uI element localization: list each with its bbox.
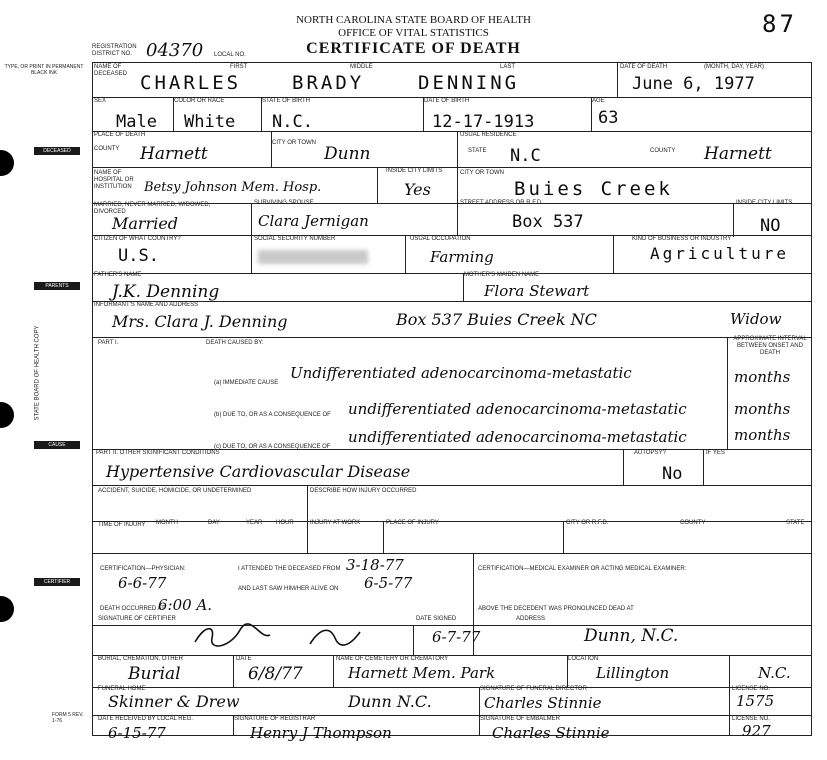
value-date-of-death: June 6, 1977	[632, 74, 755, 94]
label-sex: SEX	[94, 98, 107, 104]
value-interval-c: months	[734, 426, 791, 444]
label-state-birth: STATE OF BIRTH	[262, 98, 311, 104]
label-pronounced: ABOVE THE DECEDENT WAS PRONOUNCED DEAD AT	[478, 606, 634, 612]
label-date-birth: DATE OF BIRTH	[424, 98, 470, 104]
ssn-redacted	[258, 250, 368, 264]
value-occurred-at: 6:00 A.	[158, 596, 213, 614]
label-injury-work: INJURY AT WORK	[310, 520, 361, 526]
certificate-title: CERTIFICATE OF DEATH	[306, 40, 521, 57]
margin-tab-parents: PARENTS	[34, 282, 80, 290]
label-county: COUNTY	[94, 146, 120, 152]
label-state: STATE	[468, 148, 487, 154]
label-ssn: SOCIAL SECURITY NUMBER	[254, 236, 336, 242]
value-attended-from: 3-18-77	[346, 556, 404, 574]
label-street: STREET ADDRESS OR R.F.D.	[460, 200, 543, 206]
value-res-city: Buies Creek	[514, 178, 673, 200]
label-deceased-name: NAME OF DECEASED	[94, 64, 128, 77]
value-date-signed: 6-7-77	[432, 628, 481, 646]
label-due-b: (b) DUE TO, OR AS A CONSEQUENCE OF	[214, 412, 331, 418]
local-no-label: LOCAL NO.	[214, 52, 246, 58]
value-father: J.K. Denning	[112, 282, 220, 302]
value-middle-name: BRADY	[292, 72, 365, 94]
value-informant-rel: Widow	[730, 310, 782, 328]
value-attended-to: 6-6-77	[118, 574, 167, 592]
label-father: FATHER'S NAME	[94, 272, 142, 278]
value-license1: 1575	[736, 692, 775, 710]
value-occupation: Farming	[430, 248, 494, 266]
label-cert-me: CERTIFICATION—MEDICAL EXAMINER OR ACTING MEDICAL EXAMINER:	[478, 566, 687, 572]
label-res-county: COUNTY	[650, 148, 676, 154]
value-director-sig: Charles Stinnie	[484, 694, 602, 712]
value-state-birth: N.C.	[272, 112, 313, 132]
header-line1: NORTH CAROLINA STATE BOARD OF HEALTH	[296, 14, 531, 26]
value-funeral-home: Skinner & Drew	[108, 692, 240, 711]
value-county-death: Harnett	[140, 144, 208, 164]
label-address: ADDRESS	[516, 616, 546, 622]
page-number: 87	[762, 10, 797, 38]
label-city-town: CITY OR TOWN	[272, 140, 317, 146]
label-place-injury: PLACE OF INJURY	[386, 520, 439, 526]
label-res-city: CITY OR TOWN	[460, 170, 505, 176]
value-disposition-date: 6/8/77	[248, 664, 303, 684]
punch-hole	[0, 150, 14, 176]
label-cert-physician: CERTIFICATION—PHYSICIAN:	[100, 566, 186, 572]
label-day: DAY	[208, 520, 220, 526]
value-spouse: Clara Jernigan	[258, 212, 369, 230]
label-interval: APPROXIMATE INTERVAL BETWEEN ONSET AND DEATH	[733, 336, 807, 356]
value-mother: Flora Stewart	[484, 282, 590, 300]
value-inside-city: Yes	[404, 180, 431, 199]
value-location: Lillington	[596, 664, 670, 682]
label-inside-city: INSIDE CITY LIMITS	[386, 168, 443, 174]
ink-note: TYPE, OR PRINT IN PERMANENT BLACK INK	[4, 64, 84, 76]
punch-hole	[0, 402, 14, 428]
label-color-race: COLOR OR RACE	[174, 98, 225, 104]
header-line2: OFFICE OF VITAL STATISTICS	[338, 27, 489, 39]
label-cemetery: NAME OF CEMETERY OR CREMATORY	[336, 656, 449, 662]
label-year: YEAR	[246, 520, 263, 526]
value-autopsy: No	[662, 464, 683, 484]
label-last-saw: AND LAST SAW HIM/HER ALIVE ON	[238, 586, 339, 592]
value-first-name: CHARLES	[140, 72, 242, 94]
label-sig-certifier: SIGNATURE OF CERTIFIER	[98, 616, 176, 622]
margin-tab-certifier: CERTIFIER	[34, 578, 80, 586]
label-occurred-at: DEATH OCCURRED AT	[100, 606, 165, 612]
label-occupation: USUAL OCCUPATION	[410, 236, 471, 242]
label-license2: LICENSE NO.	[732, 716, 771, 722]
value-cause-b: undifferentiated adenocarcinoma-metastatic	[348, 400, 687, 418]
label-mother: MOTHER'S MAIDEN NAME	[464, 272, 540, 278]
value-other-conditions: Hypertensive Cardiovascular Disease	[106, 462, 411, 481]
label-spouse: SURVIVING SPOUSE	[254, 200, 314, 206]
value-marital: Married	[112, 214, 179, 233]
punch-hole	[0, 596, 14, 622]
value-hospital: Betsy Johnson Mem. Hosp.	[144, 180, 322, 195]
label-date-burial: DATE	[236, 656, 252, 662]
value-informant-addr: Box 537 Buies Creek NC	[396, 310, 597, 329]
label-if-yes: IF YES	[706, 450, 725, 456]
label-hour: HOUR	[276, 520, 294, 526]
certifier-signature	[190, 620, 370, 650]
label-business: KIND OF BUSINESS OR INDUSTRY	[632, 236, 732, 242]
margin-tab-cause: CAUSE	[34, 441, 80, 449]
value-date-received: 6-15-77	[108, 724, 166, 742]
label-accident: ACCIDENT, SUICIDE, HOMICIDE, OR UNDETERMINED	[98, 488, 252, 494]
label-last: LAST	[500, 64, 516, 70]
label-state2: STATE	[786, 520, 805, 526]
value-res-state: N.C	[510, 146, 541, 166]
label-death-caused: DEATH CAUSED BY:	[206, 340, 264, 346]
label-month: MONTH	[156, 520, 178, 526]
value-embalmer-sig: Charles Stinnie	[492, 724, 610, 742]
label-informant: INFORMANT'S NAME AND ADDRESS	[94, 302, 199, 308]
value-disposition: Burial	[128, 664, 181, 684]
value-res-county: Harnett	[704, 144, 772, 164]
value-date-birth: 12-17-1913	[432, 112, 535, 132]
value-registrar-sig: Henry J Thompson	[250, 724, 392, 742]
value-interval-a: months	[734, 368, 791, 386]
label-date-signed: DATE SIGNED	[416, 616, 457, 622]
label-first: FIRST	[230, 64, 248, 70]
label-sig-embalmer: SIGNATURE OF EMBALMER	[480, 716, 560, 722]
label-date-received: DATE RECEIVED BY LOCAL REG.	[98, 716, 193, 722]
label-usual-residence: USUAL RESIDENCE	[460, 132, 517, 138]
label-city-rfd: CITY OR R.F.D.	[566, 520, 609, 526]
value-cause-c: undifferentiated adenocarcinoma-metastatic	[348, 428, 687, 446]
value-street: Box 537	[512, 212, 584, 232]
registration-label: REGISTRATION DISTRICT NO.	[92, 44, 137, 57]
label-middle: MIDDLE	[350, 64, 373, 70]
value-age: 63	[598, 108, 619, 128]
value-license2: 927	[742, 722, 771, 740]
label-part1: PART I.	[98, 340, 119, 346]
label-attended: I ATTENDED THE DECEASED FROM	[238, 566, 341, 572]
label-time-injury: TIME OF INJURY	[98, 522, 146, 528]
label-res-inside: INSIDE CITY LIMITS	[736, 200, 793, 206]
label-describe-injury: DESCRIBE HOW INJURY OCCURRED	[310, 488, 417, 494]
value-location-state: N.C.	[758, 664, 791, 682]
label-place-death: PLACE OF DEATH	[94, 132, 146, 138]
form-note: FORM 5 REV. 1-76	[52, 712, 84, 724]
value-sex: Male	[116, 112, 157, 132]
label-license1: LICENSE NO.	[732, 686, 771, 692]
value-city-death: Dunn	[324, 144, 371, 164]
value-funeral-home-city: Dunn N.C.	[348, 692, 432, 711]
label-citizen: CITIZEN OF WHAT COUNTRY?	[94, 236, 181, 242]
label-burial: BURIAL, CREMATION, OTHER	[98, 656, 183, 662]
label-county2: COUNTY	[680, 520, 706, 526]
label-autopsy: AUTOPSY?	[634, 450, 666, 456]
label-marital: MARRIED, NEVER MARRIED, WIDOWED, DIVORCED	[94, 202, 211, 215]
value-cert-address: Dunn, N.C.	[584, 626, 679, 646]
label-due-c: (c) DUE TO, OR AS A CONSEQUENCE OF	[214, 444, 331, 450]
label-sig-registrar: SIGNATURE OF REGISTRAR	[234, 716, 316, 722]
margin-tab-deceased: DECEASED	[34, 147, 80, 155]
label-funeral-home: FUNERAL HOME	[98, 686, 146, 692]
state-copy-note: STATE BOARD OF HEALTH COPY	[34, 325, 41, 421]
label-sig-director: SIGNATURE OF FUNERAL DIRECTOR	[480, 686, 587, 692]
value-cause-a: Undifferentiated adenocarcinoma-metastatic	[290, 364, 632, 382]
label-date-of-death: DATE OF DEATH	[620, 64, 668, 70]
value-race: White	[184, 112, 236, 132]
value-interval-b: months	[734, 400, 791, 418]
value-business: Agriculture	[650, 244, 789, 263]
registration-number: 04370	[146, 40, 204, 61]
label-location: LOCATION	[568, 656, 599, 662]
value-last-name: DENNING	[418, 72, 520, 94]
value-citizen: U.S.	[118, 246, 159, 266]
label-date-hint: (MONTH, DAY, YEAR)	[704, 64, 765, 70]
value-cemetery: Harnett Mem. Park	[348, 664, 496, 682]
value-res-inside: NO	[760, 216, 781, 236]
value-informant: Mrs. Clara J. Denning	[112, 312, 288, 331]
label-hospital: NAME OF HOSPITAL OR INSTITUTION	[94, 170, 134, 190]
label-part2: PART II. OTHER SIGNIFICANT CONDITIONS	[96, 450, 220, 456]
label-immediate: (a) IMMEDIATE CAUSE	[214, 380, 279, 386]
value-last-saw: 6-5-77	[364, 574, 413, 592]
label-age: AGE	[592, 98, 605, 104]
